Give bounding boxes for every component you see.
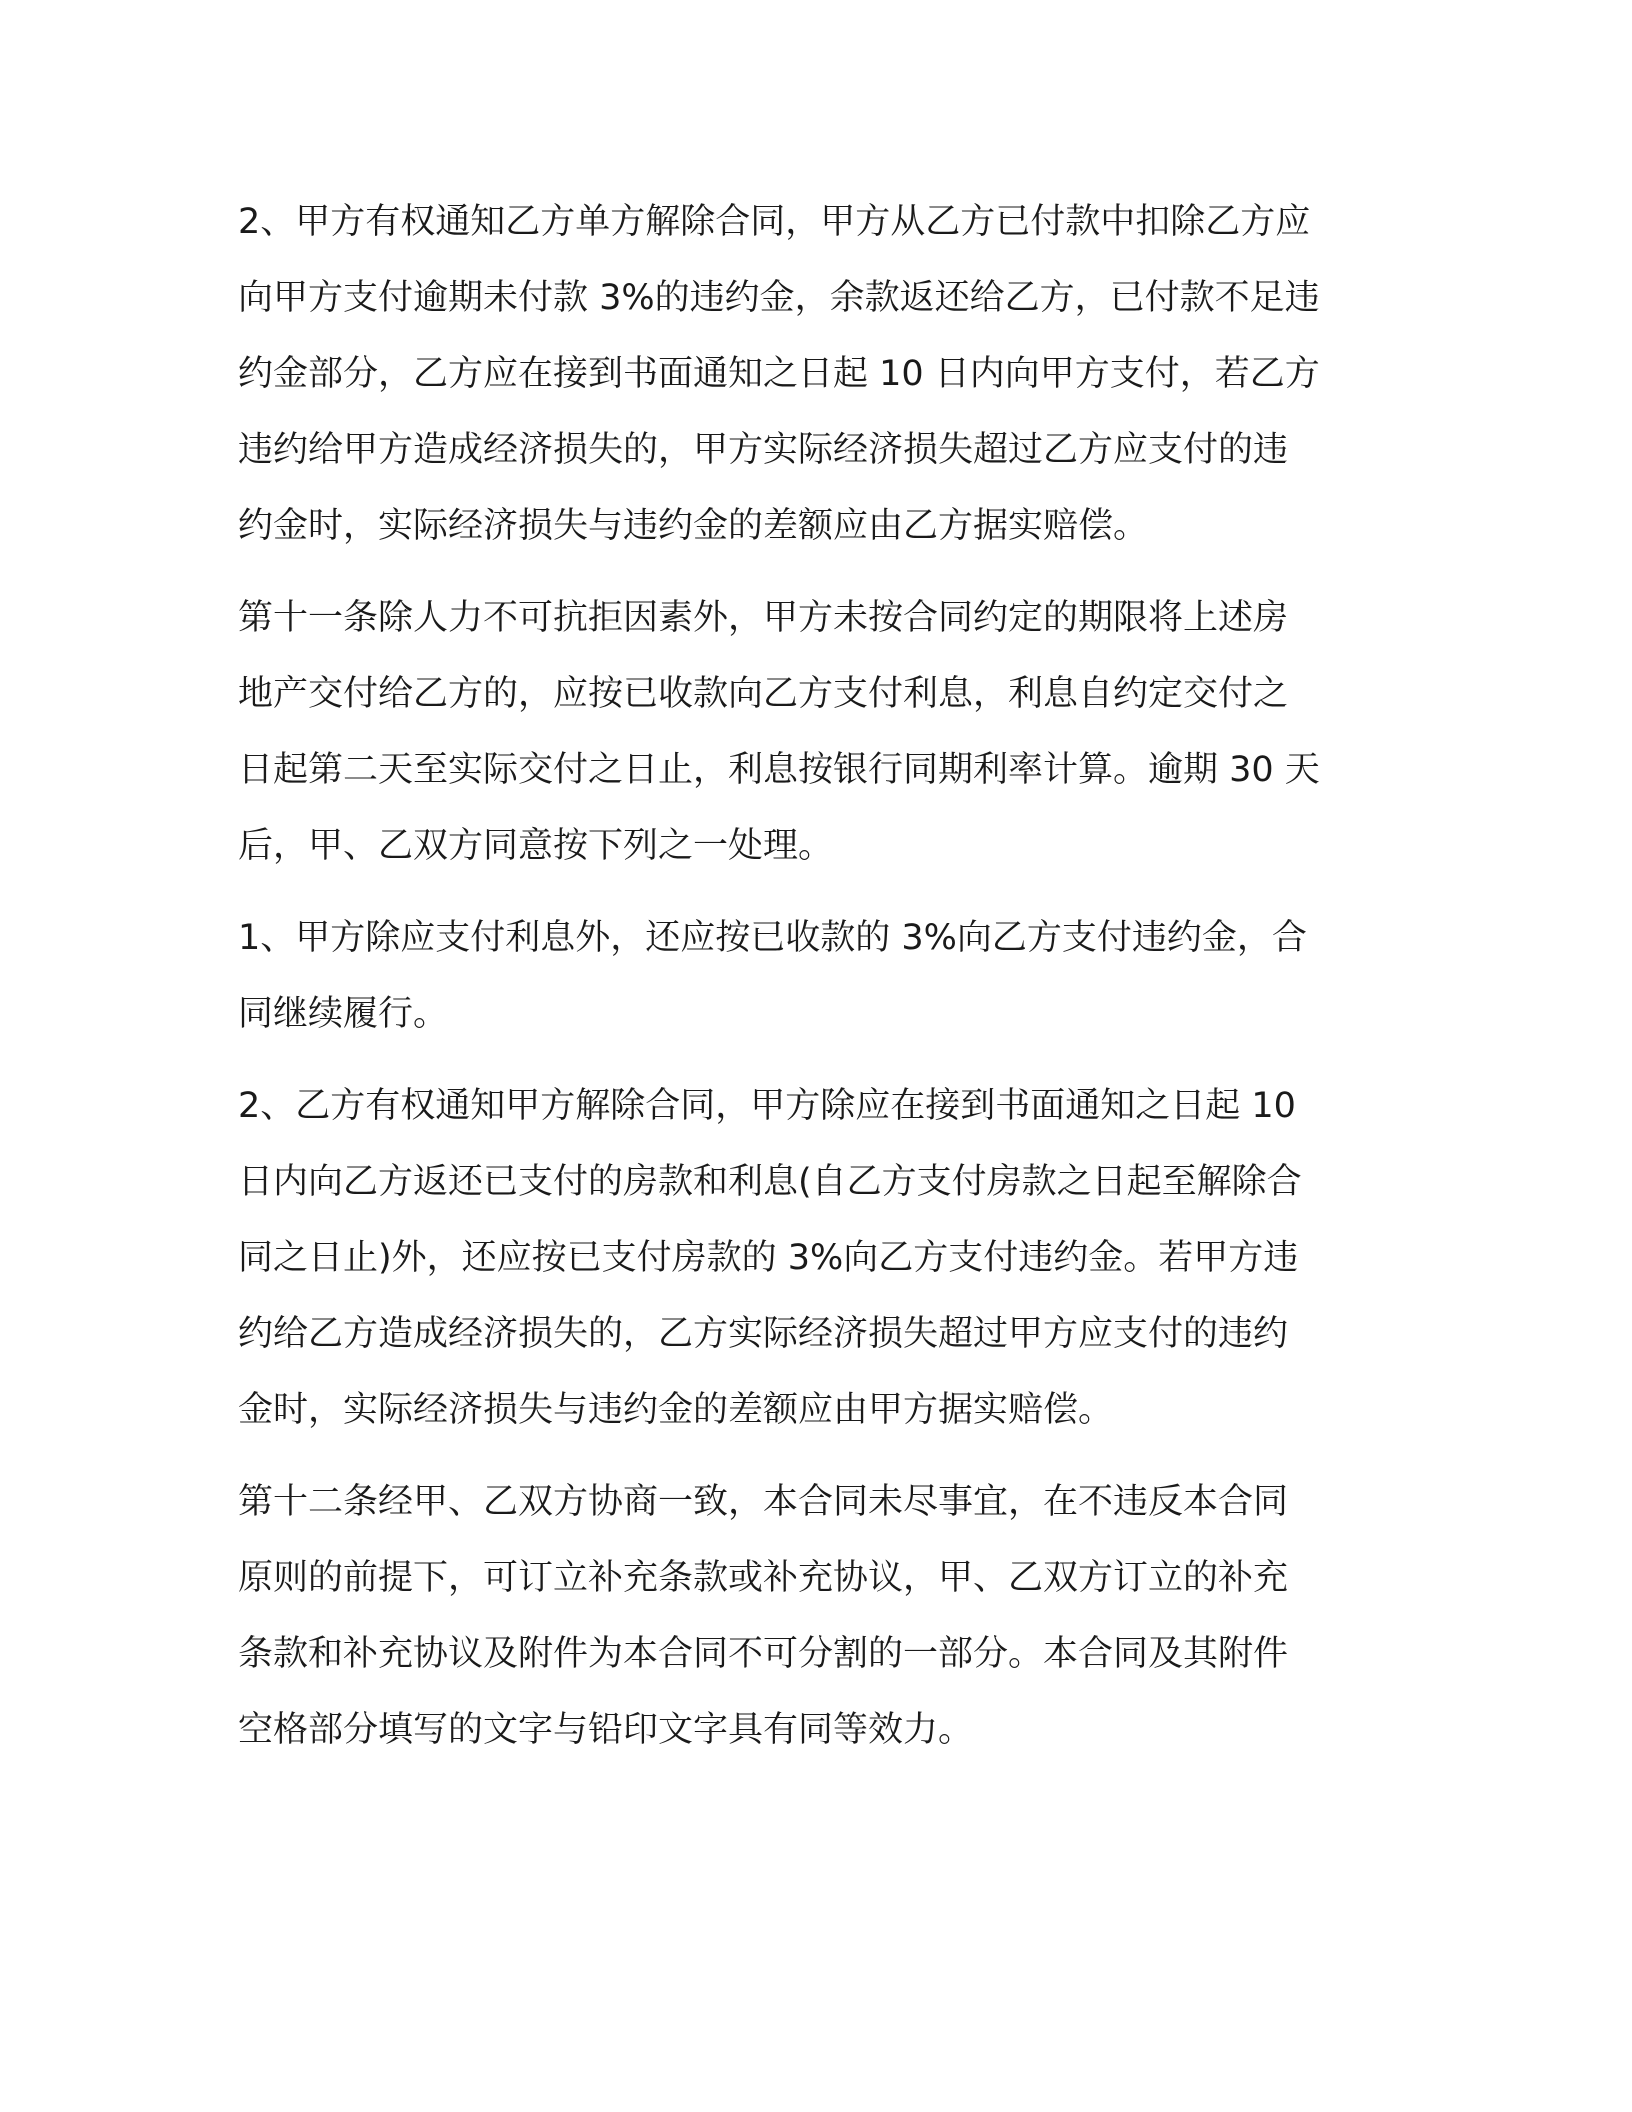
text-line: 1、甲方除应支付利息外，还应按已收款的 3%向乙方支付违约金，合 bbox=[238, 918, 1307, 958]
text-line: 同之日止)外，还应按已支付房款的 3%向乙方支付违约金。若甲方违 bbox=[238, 1238, 1299, 1278]
text-line: 日内向乙方返还已支付的房款和利息(自乙方支付房款之日起至解除合 bbox=[238, 1162, 1302, 1202]
text-line: 第十二条经甲、乙双方协商一致，本合同未尽事宜，在不违反本合同 bbox=[238, 1482, 1289, 1522]
paragraph-article-11 bbox=[238, 580, 1398, 884]
text-line: 条款和补充协议及附件为本合同不可分割的一部分。本合同及其附件 bbox=[238, 1634, 1289, 1674]
text-line: 第十一条除人力不可抗拒因素外，甲方未按合同约定的期限将上述房 bbox=[238, 598, 1289, 638]
text-line: 2、乙方有权通知甲方解除合同，甲方除应在接到书面通知之日起 10 bbox=[238, 1086, 1296, 1126]
text-line: 金时，实际经济损失与违约金的差额应由甲方据实赔偿。 bbox=[238, 1390, 1114, 1430]
text-line: 违约给甲方造成经济损失的，甲方实际经济损失超过乙方应支付的违 bbox=[238, 430, 1289, 470]
text-line: 日起第二天至实际交付之日止，利息按银行同期利率计算。逾期 30 天 bbox=[238, 750, 1320, 790]
text-line: 约金时，实际经济损失与违约金的差额应由乙方据实赔偿。 bbox=[238, 506, 1149, 546]
paragraph-clause-1-continue-performance bbox=[238, 900, 1398, 1052]
text-line: 原则的前提下，可订立补充条款或补充协议，甲、乙双方订立的补充 bbox=[238, 1558, 1289, 1598]
text-line: 约金部分，乙方应在接到书面通知之日起 10 日内向甲方支付，若乙方 bbox=[238, 354, 1320, 394]
text-line: 地产交付给乙方的，应按已收款向乙方支付利息，利息自约定交付之 bbox=[238, 674, 1289, 714]
text-line: 向甲方支付逾期未付款 3%的违约金，余款返还给乙方，已付款不足违 bbox=[238, 278, 1320, 318]
text-line: 空格部分填写的文字与铅印文字具有同等效力。 bbox=[238, 1710, 974, 1750]
text-line: 后，甲、乙双方同意按下列之一处理。 bbox=[238, 826, 834, 866]
paragraph-clause-2-buyer-termination bbox=[238, 1068, 1398, 1448]
text-line: 2、甲方有权通知乙方单方解除合同，甲方从乙方已付款中扣除乙方应 bbox=[238, 202, 1311, 242]
document-body bbox=[238, 184, 1398, 1768]
paragraph-clause-2-seller-termination bbox=[238, 184, 1398, 564]
paragraph-article-12 bbox=[238, 1464, 1398, 1768]
text-line: 同继续履行。 bbox=[238, 994, 449, 1034]
text-line: 约给乙方造成经济损失的，乙方实际经济损失超过甲方应支付的违约 bbox=[238, 1314, 1289, 1354]
